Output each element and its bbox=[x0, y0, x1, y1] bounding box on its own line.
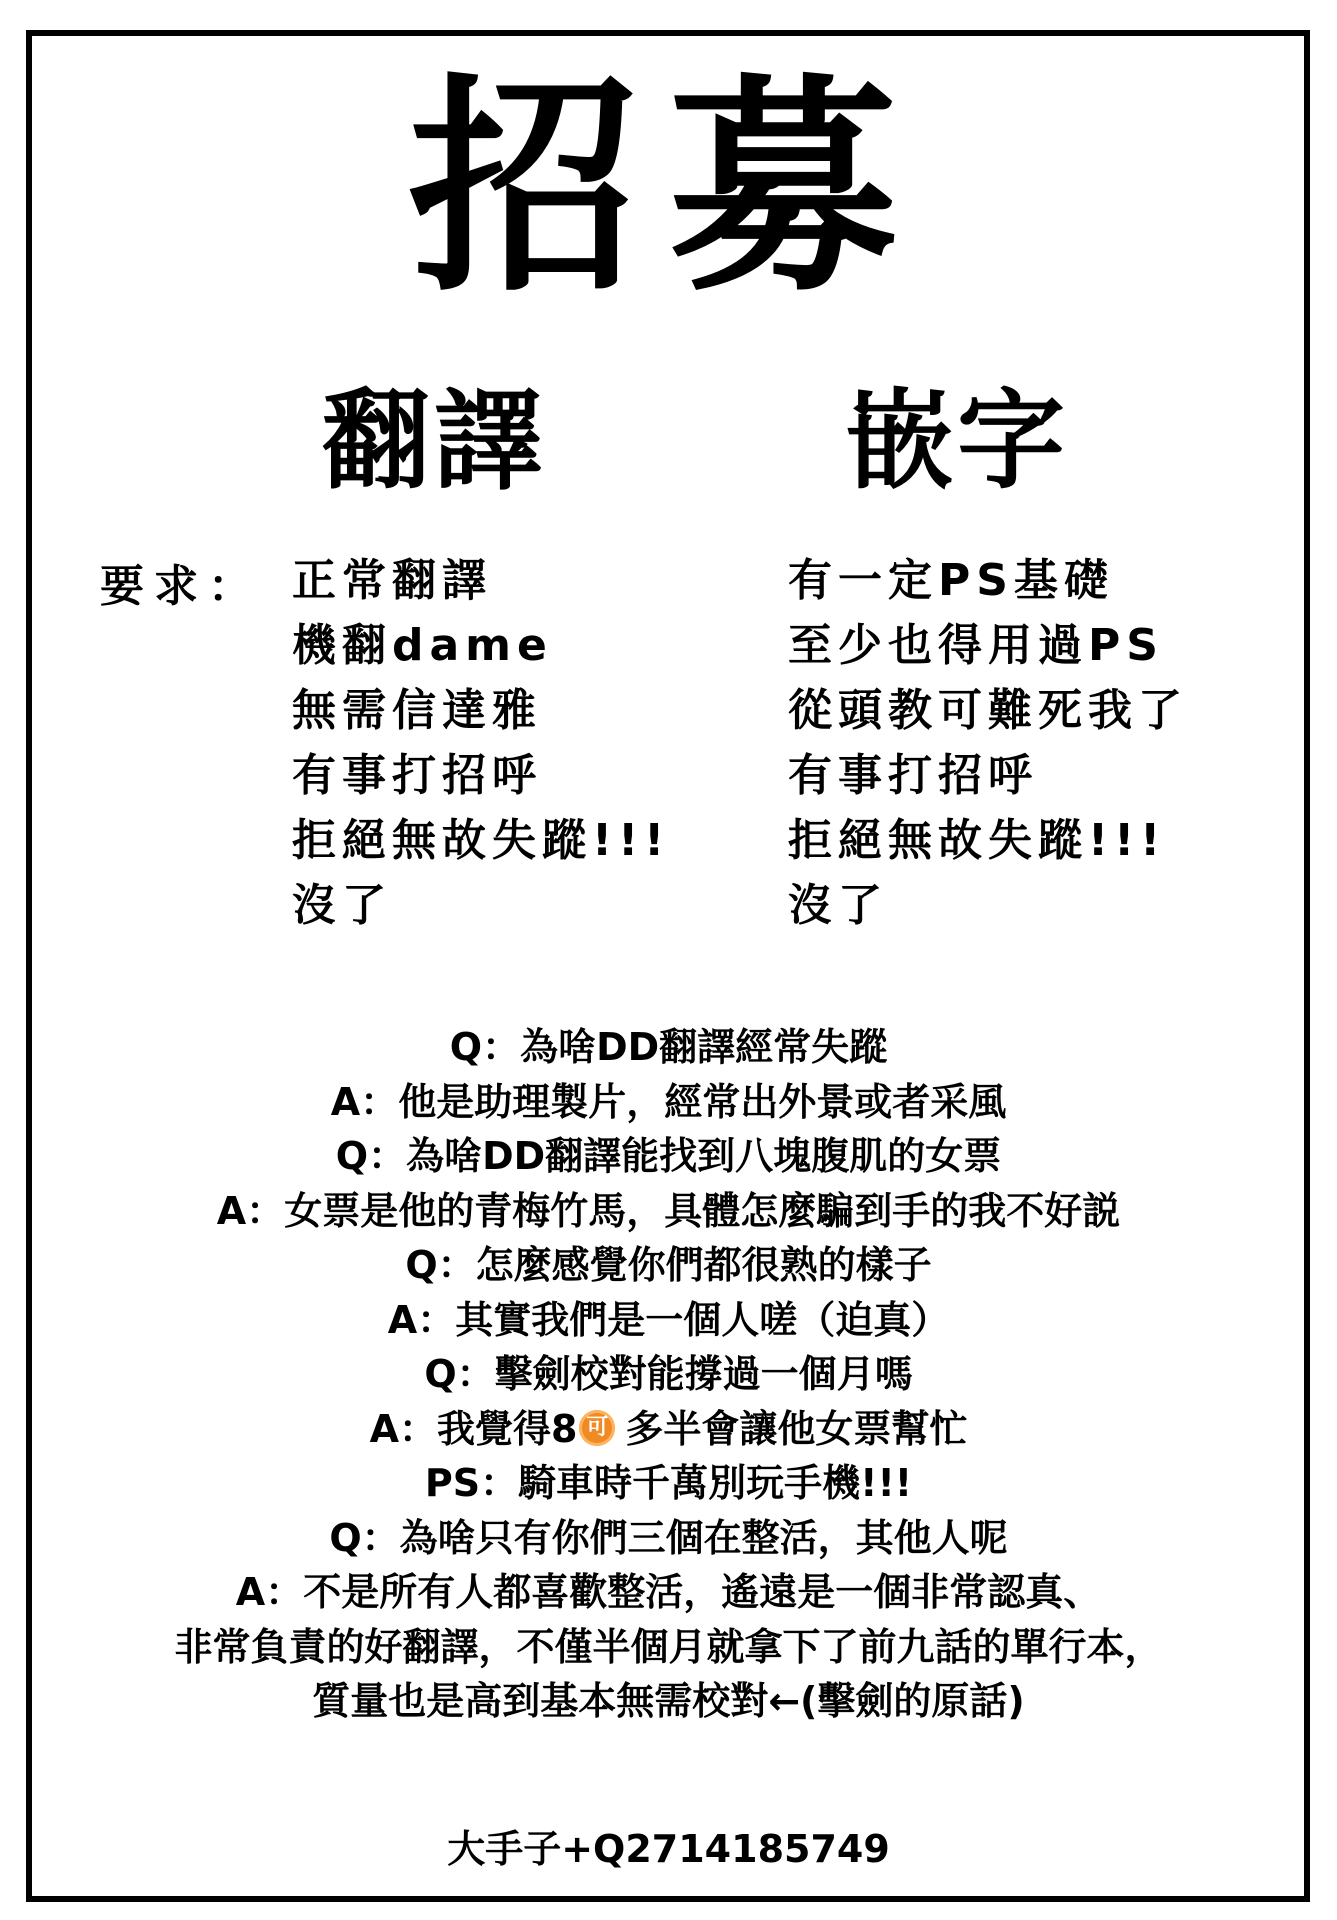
list-item: 沒了 bbox=[788, 880, 888, 931]
faq-line: Q：為啥DD翻譯經常失蹤 bbox=[449, 1025, 888, 1069]
faq-line: Q：怎麼感覺你們都很熟的樣子 bbox=[405, 1243, 932, 1287]
faq-line-text: A：我覺得8 bbox=[369, 1406, 578, 1451]
translation-requirements-list bbox=[292, 548, 670, 938]
list-item: 無需信達雅 bbox=[292, 685, 542, 736]
faq-section bbox=[0, 1020, 1337, 1729]
faq-line: Q：擊劍校對能撐過一個月嗎 bbox=[424, 1352, 913, 1396]
faq-line bbox=[0, 1402, 1337, 1457]
list-item: 拒絕無故失蹤!!! bbox=[788, 815, 1167, 866]
typesetting-heading: 嵌字 bbox=[845, 379, 1070, 504]
faq-line-text: 多半會讓他女票幫忙 bbox=[625, 1406, 968, 1451]
list-item: 拒絕無故失蹤!!! bbox=[292, 815, 671, 866]
faq-line: A：其實我們是一個人嗟（迫真） bbox=[387, 1297, 950, 1342]
ke-emoji-icon: 可 bbox=[579, 1410, 615, 1446]
faq-line: 非常負責的好翻譯，不僅半個月就拿下了前九話的單行本， bbox=[174, 1624, 1163, 1669]
requirements-label: 要求： bbox=[100, 561, 262, 612]
list-item: 有事打招呼 bbox=[292, 750, 542, 801]
list-item: 沒了 bbox=[292, 880, 392, 931]
faq-line: Q：為啥DD翻譯能找到八塊腹肌的女票 bbox=[335, 1134, 1002, 1178]
list-item: 正常翻譯 bbox=[292, 555, 492, 606]
faq-line: A：不是所有人都喜歡整活，遙遠是一個非常認真、 bbox=[235, 1570, 1102, 1614]
translation-heading: 翻譯 bbox=[322, 379, 547, 504]
faq-line: 質量也是高到基本無需校對←(擊劍的原話) bbox=[312, 1679, 1025, 1723]
list-item: 機翻dame bbox=[292, 620, 553, 671]
contact-info: 大手子+Q2714185749 bbox=[447, 1827, 890, 1871]
faq-line: Q：為啥只有你們三個在整活，其他人呢 bbox=[329, 1515, 1008, 1560]
faq-line: A：女票是他的青梅竹馬，具體怎麼騙到手的我不好説 bbox=[216, 1188, 1121, 1233]
list-item: 有一定PS基礎 bbox=[788, 555, 1114, 606]
list-item: 有事打招呼 bbox=[788, 750, 1038, 801]
list-item: 至少也得用過PS bbox=[788, 620, 1164, 671]
typesetting-requirements-list bbox=[788, 548, 1188, 938]
page-title: 招募 bbox=[408, 56, 929, 323]
faq-line: PS：騎車時千萬別玩手機!!! bbox=[424, 1461, 913, 1505]
faq-line: A：他是助理製片，經常出外景或者采風 bbox=[330, 1079, 1007, 1124]
list-item: 從頭教可難死我了 bbox=[788, 685, 1188, 736]
